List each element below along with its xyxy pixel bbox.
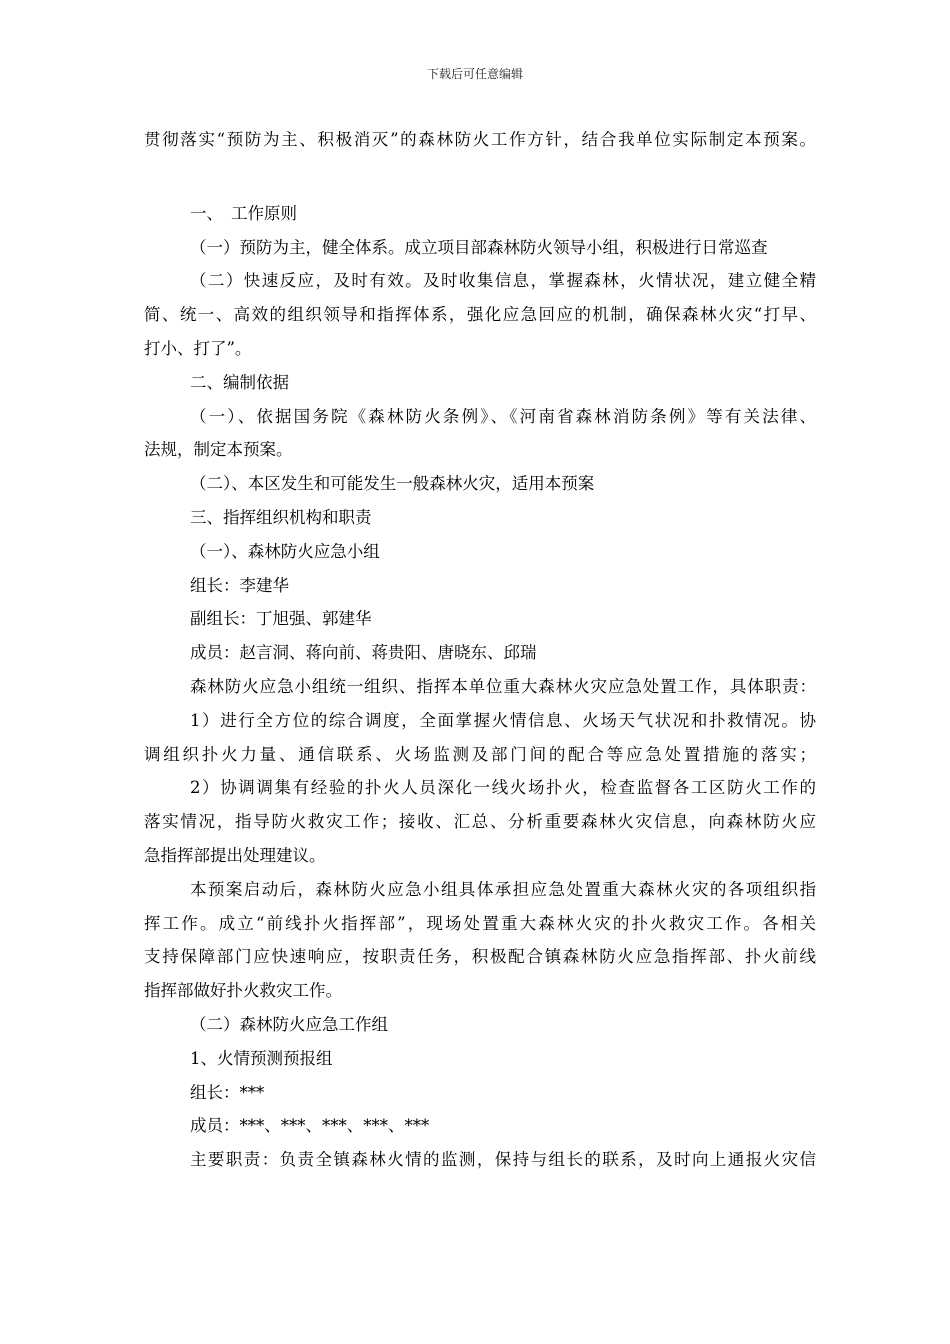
paragraph-basis-1-end: 法规，制定本预案。: [144, 440, 293, 460]
plan-paragraph-end: 指挥部做好扑火救灾工作。: [144, 981, 342, 1001]
duty-intro: 森林防火应急小组统一组织、指挥本单位重大森林火灾应急处置工作，具体职责：: [190, 676, 816, 696]
intro-paragraph: 贯彻落实“预防为主、积极消灭”的森林防火工作方针，结合我单位实际制定本预案。: [144, 130, 816, 149]
duty-item-2: 2）协调调集有经验的扑火人员深化一线火场扑火，检查监督各工区防火工作的: [190, 778, 816, 798]
section-number: 一、: [190, 203, 223, 223]
team-leader: 组长：李建华: [190, 575, 289, 595]
section-heading-3: 三、指挥组织机构和职责: [190, 507, 372, 527]
duty-item-1: 1）进行全方位的综合调度，全面掌握火情信息、火场天气状况和扑救情况。协: [190, 710, 816, 730]
paragraph-principle-2-end: 打小、打了”。: [144, 338, 252, 358]
group-1-leader: 组长：***: [190, 1082, 265, 1102]
paragraph-gap: [144, 157, 816, 197]
team-deputy: 副组长：丁旭强、郭建华: [190, 609, 372, 629]
group-1-duty: 主要职责：负责全镇森林火情的监测，保持与组长的联系，及时向上通报火灾信: [190, 1150, 816, 1170]
paragraph-principle-2-cont: 简、统一、高效的组织领导和指挥体系，强化应急回应的机制，确保森林火灾“打早、: [144, 305, 816, 325]
paragraph-principle-1: （一）预防为主，健全体系。成立项目部森林防火领导小组，积极进行日常巡查: [190, 237, 768, 257]
section-heading-1: [144, 197, 816, 231]
page-header-note: 下载后可任意编辑: [426, 67, 523, 81]
group-1-members: 成员：***、***、***、***、***: [190, 1116, 430, 1136]
paragraph-principle-2: （二）快速反应，及时有效。及时收集信息，掌握森林，火情状况，建立健全精: [190, 271, 816, 291]
section-title: 工作原则: [231, 203, 297, 223]
duty-item-2-cont: 落实情况，指导防火救灾工作；接收、汇总、分析重要森林火灾信息，向森林防火应: [144, 812, 816, 832]
duty-item-1-cont: 调组织扑火力量、通信联系、火场监测及部门间的配合等应急处置措施的落实；: [144, 744, 816, 764]
subsection-working-groups: （二）森林防火应急工作组: [190, 1014, 388, 1034]
plan-paragraph-cont-1: 挥工作。成立“前线扑火指挥部”，现场处置重大森林火灾的扑火救灾工作。各相关: [144, 913, 816, 933]
group-1-title: 1、火情预测预报组: [190, 1048, 333, 1068]
document-body: [144, 123, 816, 1177]
paragraph-basis-2: （二）、本区发生和可能发生一般森林火灾，适用本预案: [190, 474, 595, 494]
paragraph-basis-1: （一）、依据国务院《森林防火条例》、《河南省森林消防条例》等有关法律、: [190, 406, 816, 426]
plan-paragraph: 本预案启动后，森林防火应急小组具体承担应急处置重大森林火灾的各项组织指: [190, 879, 816, 899]
duty-item-2-end: 急指挥部提出处理建议。: [144, 845, 326, 865]
subsection-emergency-team: （一）、森林防火应急小组: [190, 541, 380, 561]
team-members: 成员：赵言洞、蒋向前、蒋贵阳、唐晓东、邱瑞: [190, 643, 537, 663]
section-heading-2: 二、编制依据: [190, 372, 289, 392]
plan-paragraph-cont-2: 支持保障部门应快速响应，按职责任务，积极配合镇森林防火应急指挥部、扑火前线: [144, 947, 816, 967]
